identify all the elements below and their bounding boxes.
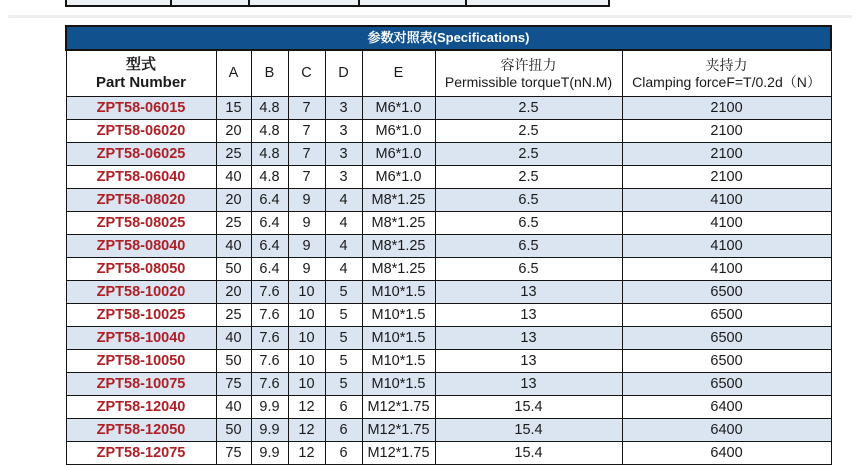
table-row bbox=[66, 396, 831, 419]
dim-a-cell: 20 bbox=[216, 281, 251, 304]
dim-a-cell: 40 bbox=[216, 166, 251, 189]
dim-e-cell: M10*1.5 bbox=[362, 350, 435, 373]
torque-cell: 2.5 bbox=[435, 143, 622, 166]
torque-cell: 13 bbox=[435, 373, 622, 396]
dim-d-cell: 3 bbox=[325, 166, 362, 189]
dim-a-cell: 25 bbox=[216, 304, 251, 327]
part-number-cell: ZPT58-10075 bbox=[66, 373, 216, 396]
dim-e-cell: M12*1.75 bbox=[362, 442, 435, 465]
part-number-cell: ZPT58-06040 bbox=[66, 166, 216, 189]
torque-cell: 15.4 bbox=[435, 442, 622, 465]
clamping-force-cell: 6500 bbox=[622, 373, 831, 396]
header-clamping-force-en: Clamping forceF=T/0.2d（N） bbox=[632, 73, 821, 90]
table-row bbox=[66, 442, 831, 465]
clamping-force-cell: 2100 bbox=[622, 120, 831, 143]
scan-artifact-streak bbox=[8, 15, 852, 18]
dim-a-cell: 75 bbox=[216, 373, 251, 396]
torque-cell: 13 bbox=[435, 327, 622, 350]
part-number-cell: ZPT58-06020 bbox=[66, 120, 216, 143]
fragment-divider bbox=[358, 0, 360, 5]
torque-cell: 6.5 bbox=[435, 212, 622, 235]
dim-a-cell: 40 bbox=[216, 327, 251, 350]
dim-b-cell: 4.8 bbox=[251, 97, 288, 120]
dim-d-cell: 6 bbox=[325, 396, 362, 419]
torque-cell: 13 bbox=[435, 304, 622, 327]
dim-e-cell: M8*1.25 bbox=[362, 212, 435, 235]
dim-e-cell: M6*1.0 bbox=[362, 120, 435, 143]
dim-c-cell: 9 bbox=[288, 235, 325, 258]
part-number-cell: ZPT58-06025 bbox=[66, 143, 216, 166]
dim-b-cell: 7.6 bbox=[251, 327, 288, 350]
table-row bbox=[66, 327, 831, 350]
clamping-force-cell: 6500 bbox=[622, 350, 831, 373]
dim-b-cell: 9.9 bbox=[251, 419, 288, 442]
dim-b-cell: 4.8 bbox=[251, 143, 288, 166]
dim-d-cell: 6 bbox=[325, 442, 362, 465]
header-torque-zh: 容许扭力 bbox=[500, 57, 557, 74]
header-part-number-zh: 型式 bbox=[125, 56, 156, 74]
dim-d-cell: 5 bbox=[325, 350, 362, 373]
table-row bbox=[66, 212, 831, 235]
part-number-cell: ZPT58-10050 bbox=[66, 350, 216, 373]
dim-c-cell: 9 bbox=[288, 212, 325, 235]
dim-e-cell: M12*1.75 bbox=[362, 419, 435, 442]
header-col-c: C bbox=[288, 50, 325, 97]
dim-e-cell: M6*1.0 bbox=[362, 97, 435, 120]
dim-a-cell: 20 bbox=[216, 189, 251, 212]
dim-a-cell: 40 bbox=[216, 396, 251, 419]
dim-b-cell: 7.6 bbox=[251, 350, 288, 373]
fragment-divider bbox=[248, 0, 250, 5]
part-number-cell: ZPT58-12050 bbox=[66, 419, 216, 442]
part-number-cell: ZPT58-06015 bbox=[66, 97, 216, 120]
specifications-table bbox=[65, 25, 832, 465]
dim-c-cell: 10 bbox=[288, 350, 325, 373]
clamping-force-cell: 4100 bbox=[622, 235, 831, 258]
torque-cell: 13 bbox=[435, 350, 622, 373]
clamping-force-cell: 2100 bbox=[622, 166, 831, 189]
dim-b-cell: 7.6 bbox=[251, 281, 288, 304]
clamping-force-cell: 4100 bbox=[622, 189, 831, 212]
header-clamping-force-zh: 夹持力 bbox=[705, 57, 748, 74]
dim-e-cell: M8*1.25 bbox=[362, 235, 435, 258]
dim-a-cell: 75 bbox=[216, 442, 251, 465]
fragment-divider bbox=[170, 0, 172, 5]
clamping-force-cell: 2100 bbox=[622, 97, 831, 120]
dim-b-cell: 7.6 bbox=[251, 304, 288, 327]
dim-e-cell: M10*1.5 bbox=[362, 373, 435, 396]
dim-e-cell: M8*1.25 bbox=[362, 189, 435, 212]
torque-cell: 15.4 bbox=[435, 419, 622, 442]
dim-c-cell: 7 bbox=[288, 120, 325, 143]
dim-c-cell: 10 bbox=[288, 304, 325, 327]
clamping-force-cell: 6400 bbox=[622, 442, 831, 465]
dim-d-cell: 5 bbox=[325, 373, 362, 396]
header-col-d: D bbox=[325, 50, 362, 97]
dim-b-cell: 6.4 bbox=[251, 258, 288, 281]
dim-e-cell: M6*1.0 bbox=[362, 166, 435, 189]
torque-cell: 2.5 bbox=[435, 97, 622, 120]
table-row bbox=[66, 304, 831, 327]
part-number-cell: ZPT58-08040 bbox=[66, 235, 216, 258]
dim-c-cell: 12 bbox=[288, 442, 325, 465]
table-row bbox=[66, 258, 831, 281]
cutoff-table-fragment bbox=[65, 0, 610, 7]
dim-d-cell: 4 bbox=[325, 189, 362, 212]
torque-cell: 2.5 bbox=[435, 166, 622, 189]
table-row bbox=[66, 235, 831, 258]
clamping-force-cell: 6500 bbox=[622, 327, 831, 350]
dim-d-cell: 3 bbox=[325, 120, 362, 143]
header-col-e: E bbox=[362, 50, 435, 97]
dim-c-cell: 10 bbox=[288, 281, 325, 304]
dim-d-cell: 4 bbox=[325, 235, 362, 258]
dim-c-cell: 10 bbox=[288, 373, 325, 396]
dim-e-cell: M10*1.5 bbox=[362, 281, 435, 304]
part-number-cell: ZPT58-10040 bbox=[66, 327, 216, 350]
table-row bbox=[66, 281, 831, 304]
dim-d-cell: 4 bbox=[325, 212, 362, 235]
spec-table-body bbox=[66, 26, 831, 465]
torque-cell: 13 bbox=[435, 281, 622, 304]
part-number-cell: ZPT58-08050 bbox=[66, 258, 216, 281]
clamping-force-cell: 4100 bbox=[622, 258, 831, 281]
dim-a-cell: 50 bbox=[216, 350, 251, 373]
dim-a-cell: 20 bbox=[216, 120, 251, 143]
table-row bbox=[66, 189, 831, 212]
header-torque-en: Permissible torqueT(nN.M) bbox=[444, 73, 613, 90]
torque-cell: 2.5 bbox=[435, 120, 622, 143]
clamping-force-cell: 6500 bbox=[622, 304, 831, 327]
part-number-cell: ZPT58-12075 bbox=[66, 442, 216, 465]
header-col-b: B bbox=[251, 50, 288, 97]
header-torque bbox=[435, 50, 622, 97]
table-row bbox=[66, 143, 831, 166]
part-number-cell: ZPT58-08020 bbox=[66, 189, 216, 212]
dim-e-cell: M8*1.25 bbox=[362, 258, 435, 281]
table-title: 参数对照表(Specifications) bbox=[66, 26, 831, 50]
dim-d-cell: 3 bbox=[325, 97, 362, 120]
table-title-row bbox=[66, 26, 831, 50]
dim-b-cell: 4.8 bbox=[251, 120, 288, 143]
torque-cell: 6.5 bbox=[435, 258, 622, 281]
table-row bbox=[66, 166, 831, 189]
dim-c-cell: 10 bbox=[288, 327, 325, 350]
dim-b-cell: 6.4 bbox=[251, 212, 288, 235]
dim-b-cell: 4.8 bbox=[251, 166, 288, 189]
dim-b-cell: 9.9 bbox=[251, 396, 288, 419]
dim-a-cell: 25 bbox=[216, 143, 251, 166]
clamping-force-cell: 6500 bbox=[622, 281, 831, 304]
clamping-force-cell: 2100 bbox=[622, 143, 831, 166]
header-part-number bbox=[66, 50, 216, 97]
dim-e-cell: M10*1.5 bbox=[362, 304, 435, 327]
dim-d-cell: 5 bbox=[325, 327, 362, 350]
dim-d-cell: 4 bbox=[325, 258, 362, 281]
part-number-cell: ZPT58-12040 bbox=[66, 396, 216, 419]
dim-c-cell: 12 bbox=[288, 396, 325, 419]
table-row bbox=[66, 373, 831, 396]
table-row bbox=[66, 419, 831, 442]
dim-d-cell: 6 bbox=[325, 419, 362, 442]
dim-a-cell: 50 bbox=[216, 419, 251, 442]
table-header-row bbox=[66, 50, 831, 97]
fragment-divider bbox=[465, 0, 467, 5]
dim-a-cell: 40 bbox=[216, 235, 251, 258]
torque-cell: 15.4 bbox=[435, 396, 622, 419]
part-number-cell: ZPT58-10025 bbox=[66, 304, 216, 327]
dim-b-cell: 6.4 bbox=[251, 189, 288, 212]
dim-e-cell: M12*1.75 bbox=[362, 396, 435, 419]
table-row bbox=[66, 350, 831, 373]
clamping-force-cell: 6400 bbox=[622, 419, 831, 442]
header-part-number-en: Part Number bbox=[95, 73, 187, 91]
dim-d-cell: 5 bbox=[325, 304, 362, 327]
torque-cell: 6.5 bbox=[435, 235, 622, 258]
dim-c-cell: 12 bbox=[288, 419, 325, 442]
dim-b-cell: 6.4 bbox=[251, 235, 288, 258]
dim-c-cell: 7 bbox=[288, 166, 325, 189]
torque-cell: 6.5 bbox=[435, 189, 622, 212]
table-row bbox=[66, 97, 831, 120]
dim-c-cell: 7 bbox=[288, 143, 325, 166]
header-clamping-force bbox=[622, 50, 831, 97]
header-col-a: A bbox=[216, 50, 251, 97]
dim-a-cell: 15 bbox=[216, 97, 251, 120]
dim-e-cell: M6*1.0 bbox=[362, 143, 435, 166]
dim-b-cell: 9.9 bbox=[251, 442, 288, 465]
part-number-cell: ZPT58-08025 bbox=[66, 212, 216, 235]
dim-c-cell: 7 bbox=[288, 97, 325, 120]
dim-c-cell: 9 bbox=[288, 189, 325, 212]
dim-a-cell: 25 bbox=[216, 212, 251, 235]
dim-d-cell: 3 bbox=[325, 143, 362, 166]
dim-a-cell: 50 bbox=[216, 258, 251, 281]
table-row bbox=[66, 120, 831, 143]
dim-b-cell: 7.6 bbox=[251, 373, 288, 396]
part-number-cell: ZPT58-10020 bbox=[66, 281, 216, 304]
dim-c-cell: 9 bbox=[288, 258, 325, 281]
dim-d-cell: 5 bbox=[325, 281, 362, 304]
dim-e-cell: M10*1.5 bbox=[362, 327, 435, 350]
clamping-force-cell: 6400 bbox=[622, 396, 831, 419]
clamping-force-cell: 4100 bbox=[622, 212, 831, 235]
